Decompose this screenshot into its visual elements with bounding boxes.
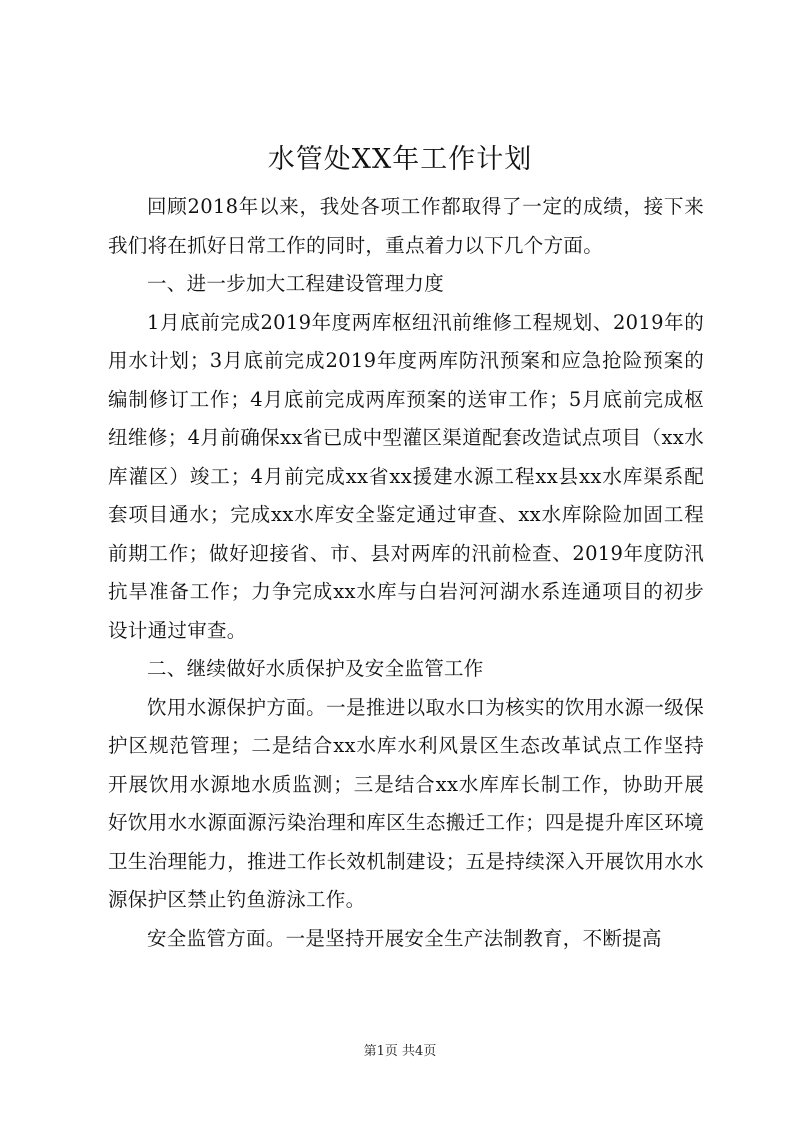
page-number-footer: 第1页 共4页 <box>363 1044 437 1059</box>
document-body <box>108 188 704 958</box>
paragraph-water-source: 饮用水源保护方面。一是推进以取水口为核实的饮用水源一级保护区规范管理；二是结合xx水库水利风景区生态改革试点工作坚持开展饮用水源地水质监测；三是结合xx水库库长制工作，协助开展好饮用水水源面源污染治理和库区生态搬迁工作；四是提升库区环境卫生治理能力，推进工作长效机制建设；五是持续深入开展饮用水水源保护区禁止钓鱼游泳工作。 <box>108 695 704 911</box>
section-heading-1: 一、进一步加大工程建设管理力度 <box>147 272 445 295</box>
paragraph-construction: 1月底前完成2019年度两库枢纽汛前维修工程规划、2019年的用水计划；3月底前完成2019年度两库防汛预案和应急抢险预案的编制修订工作；4月底前完成两库预案的送审工作；5月底前完成枢纽维修；4月前确保xx省已成中型灌区渠道配套改造试点项目（xx水库灌区）竣工；4月前完成xx省xx援建水源工程xx县xx水库渠系配套项目通水；完成xx水库安全鉴定通过审查、xx水库除险加固工程前期工作；做好迎接省、市、县对两库的汛前检查、2019年度防汛抗旱准备工作；力争完成xx水库与白岩河河湖水系连通项目的初步设计通过审查。 <box>108 310 704 642</box>
paragraph-safety: 安全监管方面。一是坚持开展安全生产法制教育，不断提高 <box>147 926 662 950</box>
section-heading-2: 二、继续做好水质保护及安全监管工作 <box>147 657 484 680</box>
document-title: 水管处XX年工作计划 <box>267 144 533 175</box>
paragraph-intro: 回顾2018年以来，我处各项工作都取得了一定的成绩，接下来我们将在抓好日常工作的同时，重点着力以下几个方面。 <box>108 195 704 257</box>
